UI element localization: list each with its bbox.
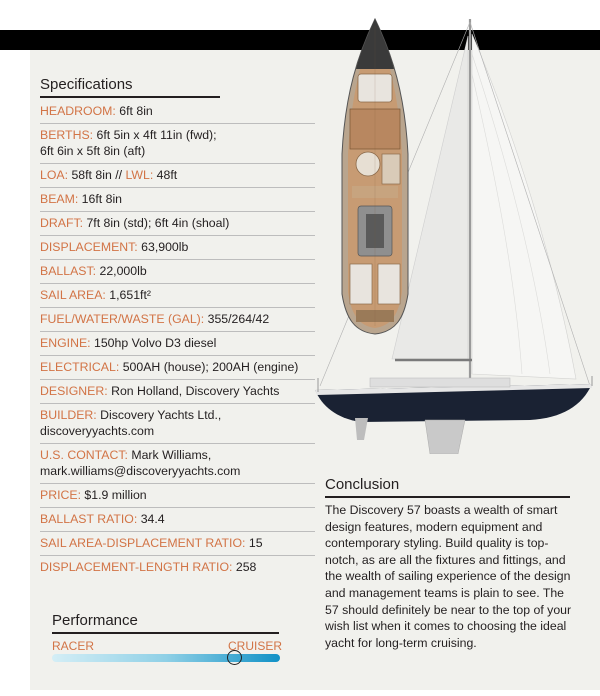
spec-builder: BUILDER: Discovery Yachts Ltd., discoveryyachts.com — [40, 404, 315, 444]
conclusion-text: The Discovery 57 boasts a wealth of smart design features, modern equipment and contemporary styling. Build quality is top-notch, as are all the fixtures and fittings, and the wealth of sailing experience of the design and management teams is plain to see. The 57 should definitely be near to the top of your wish list when it comes to choosing the ideal yacht for long-term cruising. — [325, 503, 572, 650]
specifications-heading: Specifications — [40, 76, 133, 93]
spec-us-contact: U.S. CONTACT: Mark Williams, mark.williams@discoveryyachts.com — [40, 444, 315, 484]
spec-ballast: BALLAST: 22,000lb — [40, 260, 315, 284]
spec-sa-displacement-ratio: SAIL AREA-DISPLACEMENT RATIO: 15 — [40, 532, 315, 556]
spec-fuel-water-waste: FUEL/WATER/WASTE (GAL): 355/264/42 — [40, 308, 315, 332]
performance-scale-bar — [52, 654, 280, 662]
spec-ballast-ratio: BALLAST RATIO: 34.4 — [40, 508, 315, 532]
conclusion-heading-rule — [325, 496, 570, 498]
spec-loa-lwl: LOA: 58ft 8in // LWL: 48ft — [40, 164, 315, 188]
performance-heading: Performance — [52, 612, 138, 629]
spec-headroom: HEADROOM: 6ft 8in — [40, 100, 315, 124]
cabin-top — [370, 378, 510, 387]
spec-engine: ENGINE: 150hp Volvo D3 diesel — [40, 332, 315, 356]
spec-displacement-length-ratio: DISPLACEMENT-LENGTH RATIO: 258 — [40, 560, 257, 574]
spec-berths: BERTHS: 6ft 5in x 4ft 11in (fwd); 6ft 6in x 5ft 8in (aft) — [40, 124, 315, 164]
rudder — [355, 418, 368, 440]
spec-sail-area: SAIL AREA: 1,651ft² — [40, 284, 315, 308]
spec-electrical: ELECTRICAL: 500AH (house); 200AH (engine) — [40, 356, 315, 380]
performance-heading-rule — [52, 632, 279, 634]
spec-price: PRICE: $1.9 million — [40, 484, 315, 508]
keel — [425, 420, 465, 454]
spec-designer: DESIGNER: Ron Holland, Discovery Yachts — [40, 380, 315, 404]
performance-indicator — [227, 650, 242, 665]
specifications-heading-rule — [40, 96, 220, 98]
spec-beam: BEAM: 16ft 8in — [40, 188, 315, 212]
genoa-sail — [472, 34, 576, 379]
conclusion-heading: Conclusion — [325, 476, 400, 493]
performance-racer-label: RACER — [52, 639, 95, 653]
specifications-list — [40, 100, 315, 579]
spec-draft: DRAFT: 7ft 8in (std); 6ft 4in (shoal) — [40, 212, 315, 236]
spec-displacement: DISPLACEMENT: 63,900lb — [40, 236, 315, 260]
yacht-illustration — [300, 14, 600, 454]
performance-cruiser-label: CRUISER — [228, 639, 283, 653]
